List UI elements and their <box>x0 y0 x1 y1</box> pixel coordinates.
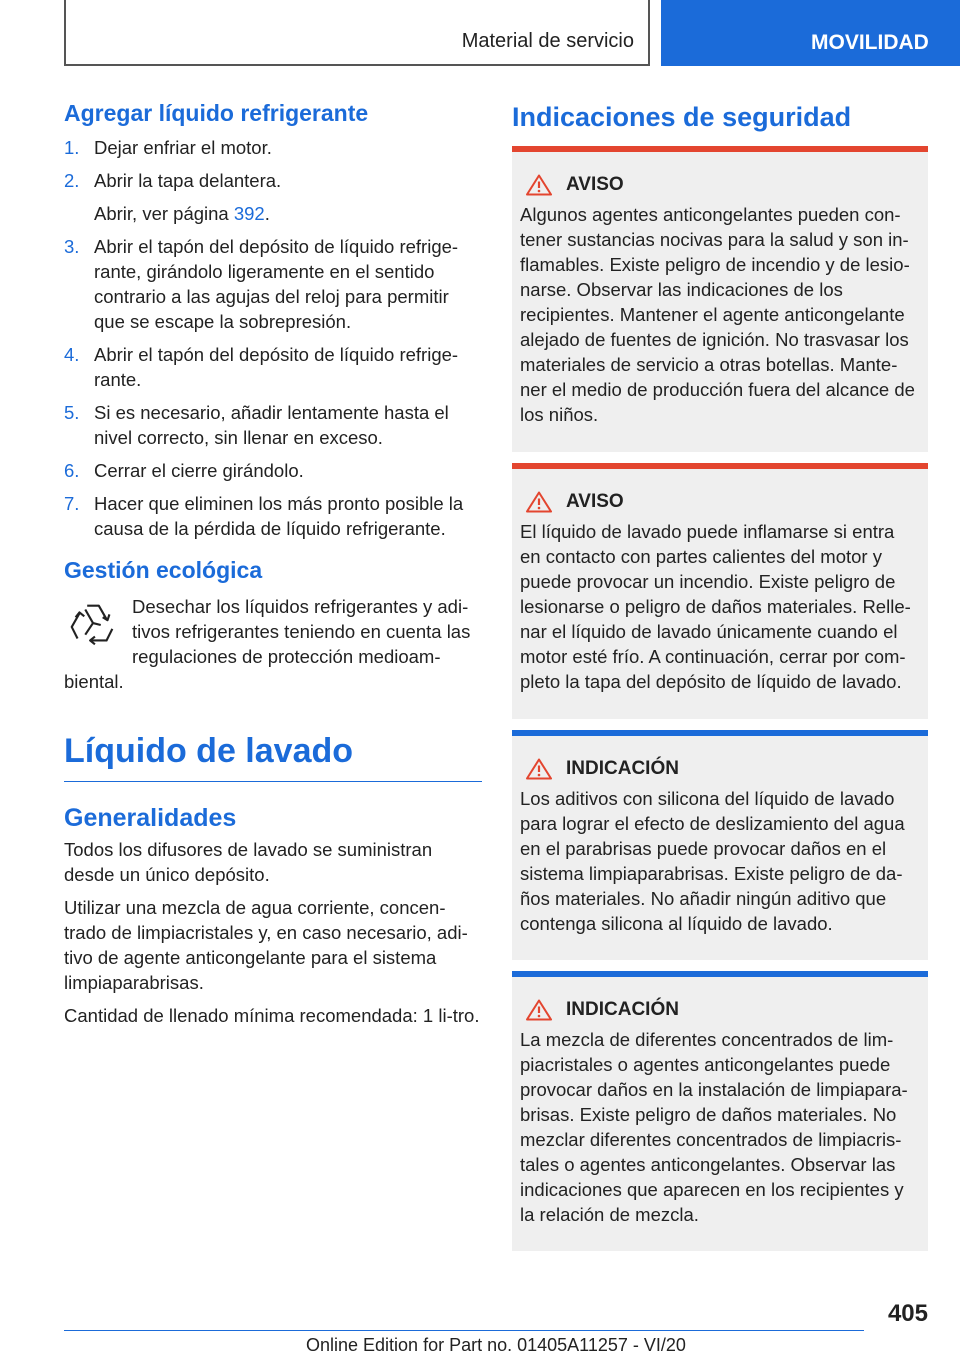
warning-triangle-icon <box>526 999 552 1021</box>
eco-text: Desechar los líquidos refrigerantes y adi-tivos refrigerantes teniendo en cuenta las regulaciones de protección medioam-biental. <box>64 596 471 692</box>
notice-box-header <box>520 999 920 1021</box>
notice-label: INDICACIÓN <box>566 999 679 1020</box>
warning-text: Algunos agentes anticongelantes pueden con-tener sustancias nocivas para la salud y son in-flamables. Existe peligro de incendio y de lesio-narse. Observar las indicaciones de los recipientes. Mantener el agente anticongelante alejado de fuentes de ignición. No trasvasar los materiales de servicio a otras botellas. Mante-ner el medio de producción fuera del alcance de los niños. <box>520 204 915 425</box>
warning-label: AVISO <box>566 174 624 195</box>
step-item <box>64 168 482 226</box>
notice-box-header <box>520 758 920 780</box>
step-number: 7. <box>64 493 80 514</box>
coolant-steps <box>64 135 482 541</box>
header-section-box <box>64 0 650 66</box>
step-item <box>64 135 482 160</box>
left-column <box>64 100 482 1036</box>
warning-triangle-icon <box>526 491 552 513</box>
header-section-title: Material de servicio <box>461 30 634 52</box>
step-text: Abrir la tapa delantera. <box>94 170 282 191</box>
page-link[interactable]: 392 <box>233 203 265 224</box>
step-text: Abrir el tapón del depósito de líquido refrige-rante. <box>94 344 459 390</box>
step-extra <box>94 201 482 226</box>
warning-text: El líquido de lavado puede inflamarse si entra en contacto con partes calientes del motor y puede provocar un incendio. Existe peligro de lesionarse o peligro de daños materiales. Relle-nar el líquido de lavado únicamente cuando el motor esté frío. A continuación, cerrar por com-pleto la tapa del depósito de líquido de lavado. <box>520 521 911 692</box>
step-number: 4. <box>64 344 80 365</box>
general-heading: Generalidades <box>64 804 237 832</box>
washer-heading: Líquido de lavado <box>64 732 482 782</box>
notice-text: La mezcla de diferentes concentrados de lim-piacristales o agentes anticongelantes puede provocar daños en la instalación de limpiapara-brisas. Existe peligro de daños materiales. No mezclar diferentes concentrados de limpiacris-tales o agentes anticongelantes. Observar las indicaciones que aparecen en los recipientes y la relación de mezcla. <box>520 1029 908 1225</box>
warning-triangle-icon <box>526 174 552 196</box>
footer-divider <box>64 1330 864 1331</box>
step-item <box>64 458 482 483</box>
step-number: 2. <box>64 170 80 191</box>
notice-text: Los aditivos con silicona del líquido de lavado para lograr el efecto de deslizamiento del agua en el parabrisas puede provocar daños en el sistema limpiaparabrisas. Existe peligro de da-ños materiales. No añadir ningún aditivo que contenga silicona al líquido de lavado. <box>520 788 905 934</box>
step-number: 3. <box>64 236 80 257</box>
header-chapter-label: MOVILIDAD <box>811 31 929 54</box>
safety-heading: Indicaciones de seguridad <box>512 102 852 132</box>
step-text: Dejar enfriar el motor. <box>94 137 272 158</box>
step-text: Hacer que eliminen los más pronto posible la causa de la pérdida de líquido refrigerante. <box>94 493 464 539</box>
step-text: Cerrar el cierre girándolo. <box>94 460 304 481</box>
page-number: 405 <box>887 1300 928 1327</box>
general-paragraph-2: Utilizar una mezcla de agua corriente, concen-trado de limpiacristales y, en caso necesario, adi-tivo de agente anticongelante para el sistema limpiaparabrisas. <box>64 897 468 993</box>
step-extra-suffix: . <box>264 203 270 224</box>
warning-box <box>512 463 928 719</box>
step-text: Abrir el tapón del depósito de líquido refrige-rante, girándolo ligeramente en el sentido contrario a las agujas del reloj para permitir que se escape la sobrepresión. <box>94 236 459 332</box>
notice-label: INDICACIÓN <box>566 758 679 779</box>
step-item <box>64 491 482 541</box>
recycle-icon <box>64 596 122 654</box>
eco-heading: Gestión ecológica <box>64 557 263 583</box>
warning-box-header <box>520 174 920 196</box>
warning-box <box>512 146 928 452</box>
footer-edition: Online Edition for Part no. 01405A11257 - VI/20 <box>306 1335 686 1355</box>
header-chapter-tab[interactable] <box>661 0 960 66</box>
step-number: 1. <box>64 137 80 158</box>
warning-triangle-icon <box>526 758 552 780</box>
general-paragraph-1: Todos los difusores de lavado se suministran desde un único depósito. <box>64 839 433 885</box>
step-item <box>64 234 482 334</box>
general-paragraph-3: Cantidad de llenado mínima recomendada: 1 li-tro. <box>64 1005 480 1026</box>
notice-box <box>512 971 928 1251</box>
step-number: 6. <box>64 460 80 481</box>
coolant-heading: Agregar líquido refrigerante <box>64 100 369 126</box>
eco-body <box>64 594 482 694</box>
notice-box <box>512 730 928 960</box>
step-text: Si es necesario, añadir lentamente hasta el nivel correcto, sin llenar en exceso. <box>94 402 449 448</box>
step-item <box>64 400 482 450</box>
step-extra-prefix: Abrir, ver página <box>94 203 234 224</box>
right-column <box>512 100 928 133</box>
warning-label: AVISO <box>566 491 624 512</box>
warning-box-header <box>520 491 920 513</box>
step-item <box>64 342 482 392</box>
step-number: 5. <box>64 402 80 423</box>
